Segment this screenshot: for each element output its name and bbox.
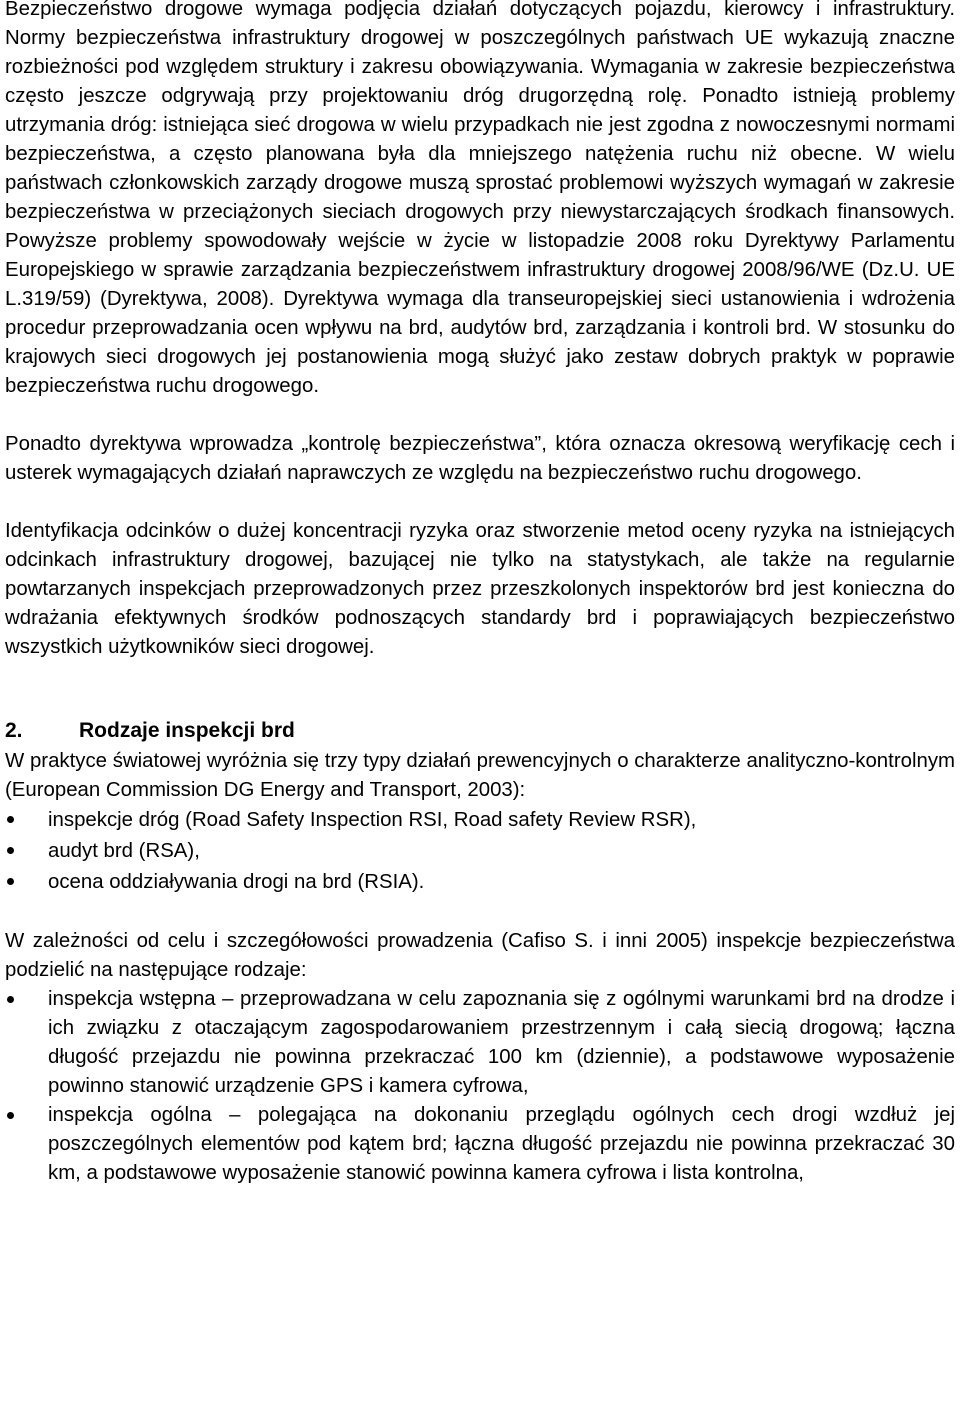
paragraph-risk-identification: Identyfikacja odcinków o dużej koncentracji ryzyka oraz stworzenie metod oceny ryzyka na istniejących odcinkach infrastruktury drogowej, bazującej nie tylko na statystykach, ale także na regularnie powtarzanych inspekcjach przeprowadzonych przez przeszkolonych inspektorów brd jest konieczna do wdrażania efektywnych środków podnoszących standardy brd i poprawiających bezpieczeństwo wszystkich użytkowników sieci drogowej. [5, 520, 955, 658]
bullet-icon [7, 1112, 14, 1119]
list-item [5, 805, 955, 836]
paragraph-inspection-types: W zależności od celu i szczegółowości prowadzenia (Cafiso S. i inni 2005) inspekcje bezpieczeństwa podzielić na następujące rodzaje: [5, 930, 955, 981]
list-item [5, 836, 955, 867]
list-inspection-kinds [5, 985, 955, 1188]
section-heading [5, 714, 955, 747]
paragraph-intro: Bezpieczeństwo drogowe wymaga podjęcia działań dotyczących pojazdu, kierowcy i infrastruktury. Normy bezpieczeństwa infrastruktury drogowej w poszczególnych państwach UE wykazują znaczne rozbieżności pod względem struktury i zakresu obowiązywania. Wymagania w zakresie bezpieczeństwa często jeszcze odgrywają przy projektowaniu dróg drugorzędną rolę. Ponadto istnieją problemy utrzymania dróg: istniejąca sieć drogowa w wielu przypadkach nie jest zgodna z nowoczesnymi normami bezpieczeństwa, a często planowana była dla mniejszego natężenia ruchu niż obecne. W wielu państwach członkowskich zarządy drogowe muszą sprostać problemowi wyższych wymagań w zakresie bezpieczeństwa w przeciążonych sieciach drogowych przy niewystarczających środkach finansowych. Powyższe problemy spowodowały wejście w życie w listopadzie 2008 roku Dyrektywy Parlamentu Europejskiego w sprawie zarządzania bezpieczeństwem infrastruktury drogowej 2008/96/WE (Dz.U. UE L.319/59) (Dyrektywa, 2008). Dyrektywa wymaga dla transeuropejskiej sieci ustanowienia i wdrożenia procedur przeprowadzania ocen wpływu na brd, audytów brd, zarządzania i kontroli brd. W stosunku do krajowych sieci drogowych jej postanowienia mogą służyć jako zestaw dobrych praktyk w poprawie bezpieczeństwa ruchu drogowego. [5, 0, 955, 397]
list-item [5, 1101, 955, 1188]
list-item-text: inspekcje dróg (Road Safety Inspection RSI, Road safety Review RSR), [48, 809, 697, 831]
list-item-text: ocena oddziaływania drogi na brd (RSIA). [48, 871, 425, 893]
bullet-icon [7, 847, 14, 854]
section-title: Rodzaje inspekcji brd [79, 719, 295, 742]
bullet-icon [7, 878, 14, 885]
bullet-icon [7, 996, 14, 1003]
list-prevention-types [5, 805, 955, 898]
list-item [5, 985, 955, 1101]
paragraph-section-intro: W praktyce światowej wyróżnia się trzy typy działań prewencyjnych o charakterze analityczno-kontrolnym (European Commission DG Energy and Transport, 2003): [5, 750, 955, 801]
section-number: 2. [5, 719, 23, 742]
list-item-text: inspekcja wstępna – przeprowadzana w celu zapoznania się z ogólnymi warunkami brd na drodze i ich związku z otaczającym zagospodarowaniem przestrzennym i całą siecią drogową; łączna długość przejazdu nie powinna przekraczać 100 km (dziennie), a podstawowe wyposażenie powinno stanowić urządzenie GPS i kamera cyfrowa, [48, 988, 955, 1097]
list-item-text: inspekcja ogólna – polegająca na dokonaniu przeglądu ogólnych cech drogi wzdłuż jej poszczególnych elementów pod kątem brd; łączna długość przejazdu nie powinna przekraczać 30 km, a podstawowe wyposażenie stanowić powinna kamera cyfrowa i lista kontrolna, [48, 1104, 955, 1184]
paragraph-directive-control: Ponadto dyrektywa wprowadza „kontrolę bezpieczeństwa”, która oznacza okresową weryfikację cech i usterek wymagających działań naprawczych ze względu na bezpieczeństwo ruchu drogowego. [5, 433, 955, 484]
list-item [5, 867, 955, 898]
bullet-icon [7, 816, 14, 823]
list-item-text: audyt brd (RSA), [48, 840, 200, 862]
